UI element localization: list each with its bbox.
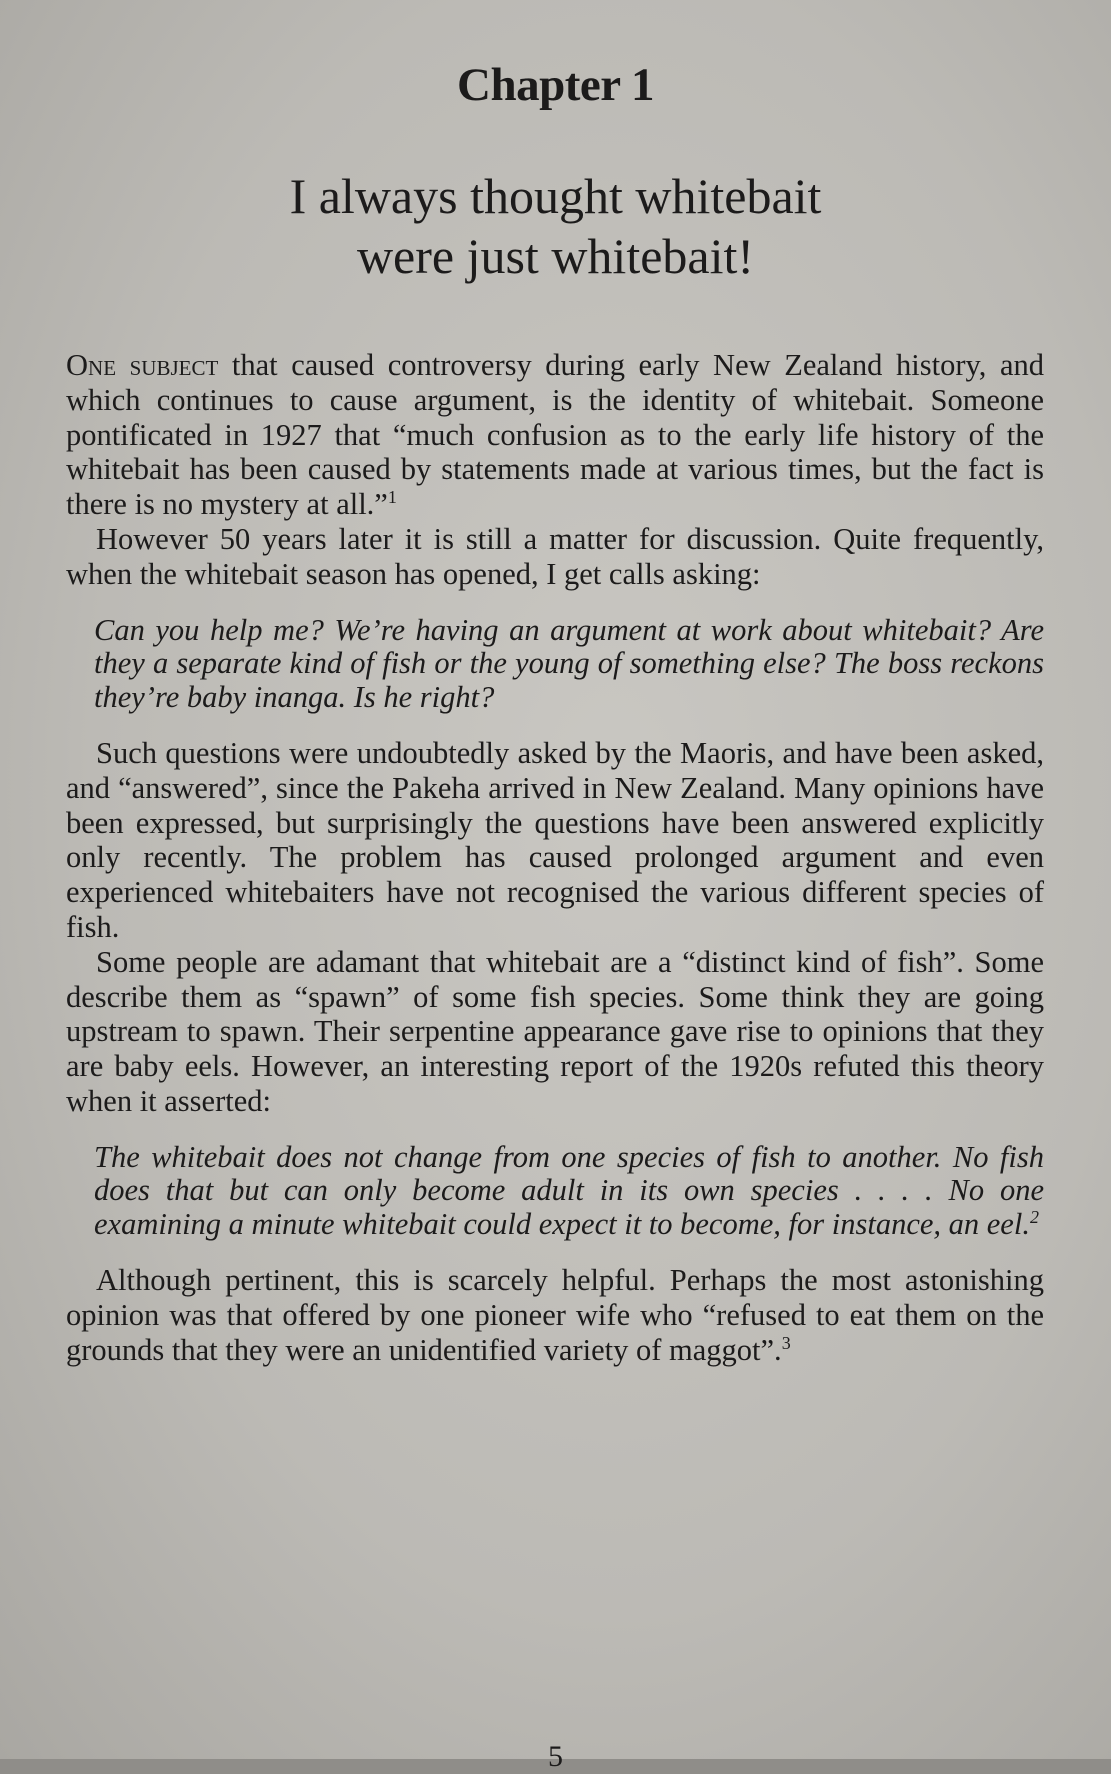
chapter-title-line-2: were just whitebait!: [356, 228, 755, 284]
body-text: [66, 348, 1044, 1368]
paragraph-2: However 50 years later it is still a matter for discussion. Quite frequently, when the whitebait season has opened, I get calls asking:: [66, 521, 1044, 591]
footnote-ref-2: 2: [1029, 1206, 1039, 1227]
page-number: 5: [548, 1740, 563, 1773]
footnote-ref-3: 3: [781, 1332, 791, 1353]
chapter-heading: Chapter 1: [457, 59, 654, 111]
paragraph-1-text: that caused controversy during early New Zealand history, and which continues to cause argument, is the identity of whitebait. Someone pontificated in 1927 that “much confusion as to the early life history of the whitebait has been caused by statements made at various times, but the fact is there is no mystery at all.”: [66, 348, 1044, 522]
block-quote-2: [94, 1141, 1044, 1242]
paragraph-4: Some people are adamant that whitebait are a “distinct kind of fish”. Some describe them as “spawn” of some fish species. Some think they are going upstream to spawn. Their serpentine appearance gave rise to opinions that they are baby eels. However, an interesting report of the 1920s refuted this theory when it asserted:: [66, 944, 1044, 1119]
paragraph-5-text: Although pertinent, this is scarcely helpful. Perhaps the most astonishing opinion was that offered by one pioneer wife who “refused to eat them on the grounds that they were an unidentified variety of maggot”.: [66, 1263, 1044, 1367]
paragraph-1-lead: One subject: [66, 348, 219, 382]
footnote-ref-1: 1: [387, 487, 397, 508]
paragraph-5: [66, 1263, 1044, 1367]
block-quote-1: Can you help me? We’re having an argument at work about whitebait? Are they a separate kind of fish or the young of something else? The boss reckons they’re baby inanga. Is he right?: [94, 612, 1044, 714]
chapter-title: [0, 166, 1111, 286]
paragraph-3: Such questions were undoubtedly asked by the Maoris, and have been asked, and “answered”, since the Pakeha arrived in New Zealand. Many opinions have been expressed, but surprisingly the questions have been answered explicitly only recently. The problem has caused prolonged argument and even experienced whitebaiters have not recognised the various different species of fish.: [66, 736, 1044, 945]
block-quote-2-text: The whitebait does not change from one species of fish to another. No fish does that but can only become adult in its own species . . . . No one examining a minute whitebait could expect it to become, for instance, an eel.: [94, 1139, 1044, 1241]
paragraph-1: [66, 348, 1044, 522]
chapter-title-line-1: I always thought whitebait: [289, 168, 822, 224]
